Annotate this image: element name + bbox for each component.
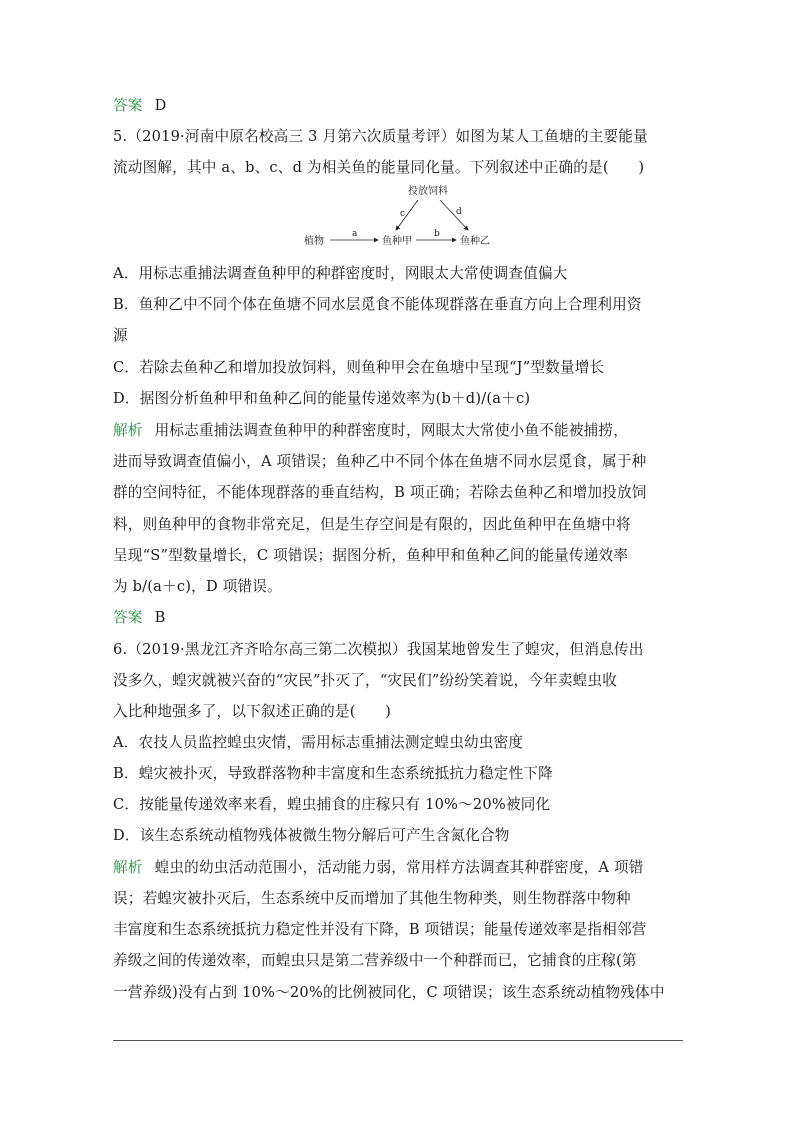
answer-value: B (154, 609, 166, 626)
answer-label: 答案 (113, 609, 143, 626)
analysis-label: 解析 (113, 422, 143, 439)
q6-analysis-line-4: 养级之间的传递效率，而蝗虫只是第二营养级中一个种群而已，它捕食的庄稼(第 (113, 952, 637, 969)
q5-option-b-line-1: B．鱼种乙中不同个体在鱼塘不同水层觅食不能体现群落在垂直方向上合理利用资 (113, 296, 642, 313)
q5-answer-line (113, 608, 683, 628)
q6-analysis-line-3: 丰富度和生态系统抵抗力稳定性并没有下降，B 项错误；能量传递效率是指相邻营 (113, 921, 647, 938)
energy-flow-diagram (300, 180, 500, 260)
q5-analysis-line-4: 料，则鱼种甲的食物非常充足，但是生存空间是有限的，因此鱼种甲在鱼塘中将 (113, 516, 631, 533)
label-b: b (434, 229, 440, 239)
q6-option-c: C．按能量传递效率来看，蝗虫捕食的庄稼只有 10%～20%被同化 (113, 796, 551, 813)
q6-analysis-line-1 (113, 858, 683, 878)
prev-answer-line (113, 96, 683, 116)
analysis-label: 解析 (113, 859, 143, 876)
q5-option-a: A．用标志重捕法调查鱼种甲的种群密度时，网眼太大常使调查值偏大 (113, 265, 568, 282)
answer-label: 答案 (113, 97, 143, 114)
label-d: d (456, 207, 462, 217)
q5-analysis-line-5: 呈现“S”型数量增长，C 项错误；据图分析，鱼种甲和鱼种乙间的能量传递效率 (113, 547, 629, 564)
q5-stem-line-1: 5.（2019·河南中原名校高三 3 月第六次质量考评）如图为某人工鱼塘的主要能量 (113, 128, 648, 145)
arrow-d (440, 200, 468, 230)
q5-option-b-line-2: 源 (113, 327, 128, 344)
q6-option-a: A．农技人员监控蝗虫灾情，需用标志重捕法测定蝗虫幼虫密度 (113, 734, 524, 751)
q6-stem-line-3: 入比种地强多了，以下叙述正确的是( ) (113, 703, 392, 720)
analysis-text: 蝗虫的幼虫活动范围小，活动能力弱，常用样方法调查其种群密度，A 项错 (154, 859, 644, 876)
q6-analysis-line-5: 一营养级)没有占到 10%～20%的比例被同化，C 项错误；该生态系统动植物残体中 (113, 984, 665, 1001)
node-plant: 植物 (304, 236, 324, 247)
node-fish-b: 鱼种乙 (460, 236, 490, 247)
q6-option-d: D．该生态系统动植物残体被微生物分解后可产生含氮化合物 (113, 827, 510, 844)
label-a: a (352, 229, 358, 239)
answer-value: D (154, 97, 167, 114)
q5-option-c: C．若除去鱼种乙和增加投放饲料，则鱼种甲会在鱼塘中呈现“J”型数量增长 (113, 359, 605, 376)
node-fish-a: 鱼种甲 (382, 236, 412, 247)
q6-stem-line-2: 没多久，蝗灾就被兴奋的“灾民”扑灭了，“灾民们”纷纷笑着说，今年卖蝗虫收 (113, 672, 618, 689)
label-c: c (400, 209, 406, 219)
q5-analysis-line-1 (113, 421, 683, 441)
q5-stem-line-2: 流动图解，其中 a、b、c、d 为相关鱼的能量同化量。下列叙述中正确的是( ) (113, 159, 645, 176)
q5-analysis-line-3: 群的空间特征，不能体现群落的垂直结构，B 项正确；若除去鱼种乙和增加投放饲 (113, 484, 647, 501)
q6-analysis-line-2: 误；若蝗灾被扑灭后，生态系统中反而增加了其他生物种类，则生物群落中物种 (113, 890, 631, 907)
q6-stem-line-1: 6.（2019·黑龙江齐齐哈尔高三第二次模拟）我国某地曾发生了蝗灾，但消息传出 (113, 641, 644, 658)
node-feed: 投放饲料 (408, 186, 448, 197)
q5-option-d: D．据图分析鱼种甲和鱼种乙间的能量传递效率为(b＋d)/(a＋c) (113, 390, 531, 407)
q5-analysis-line-2: 进而导致调查值偏小，A 项错误；鱼种乙中不同个体在鱼塘不同水层觅食，属于种 (113, 453, 647, 470)
footer-divider (113, 1040, 683, 1041)
q5-analysis-line-6: 为 b/(a＋c)，D 项错误。 (113, 578, 282, 595)
analysis-text: 用标志重捕法调查鱼种甲的种群密度时，网眼太大常使小鱼不能被捕捞， (154, 422, 628, 439)
q6-option-b: B．蝗灾被扑灭，导致群落物种丰富度和生态系统抵抗力稳定性下降 (113, 765, 553, 782)
